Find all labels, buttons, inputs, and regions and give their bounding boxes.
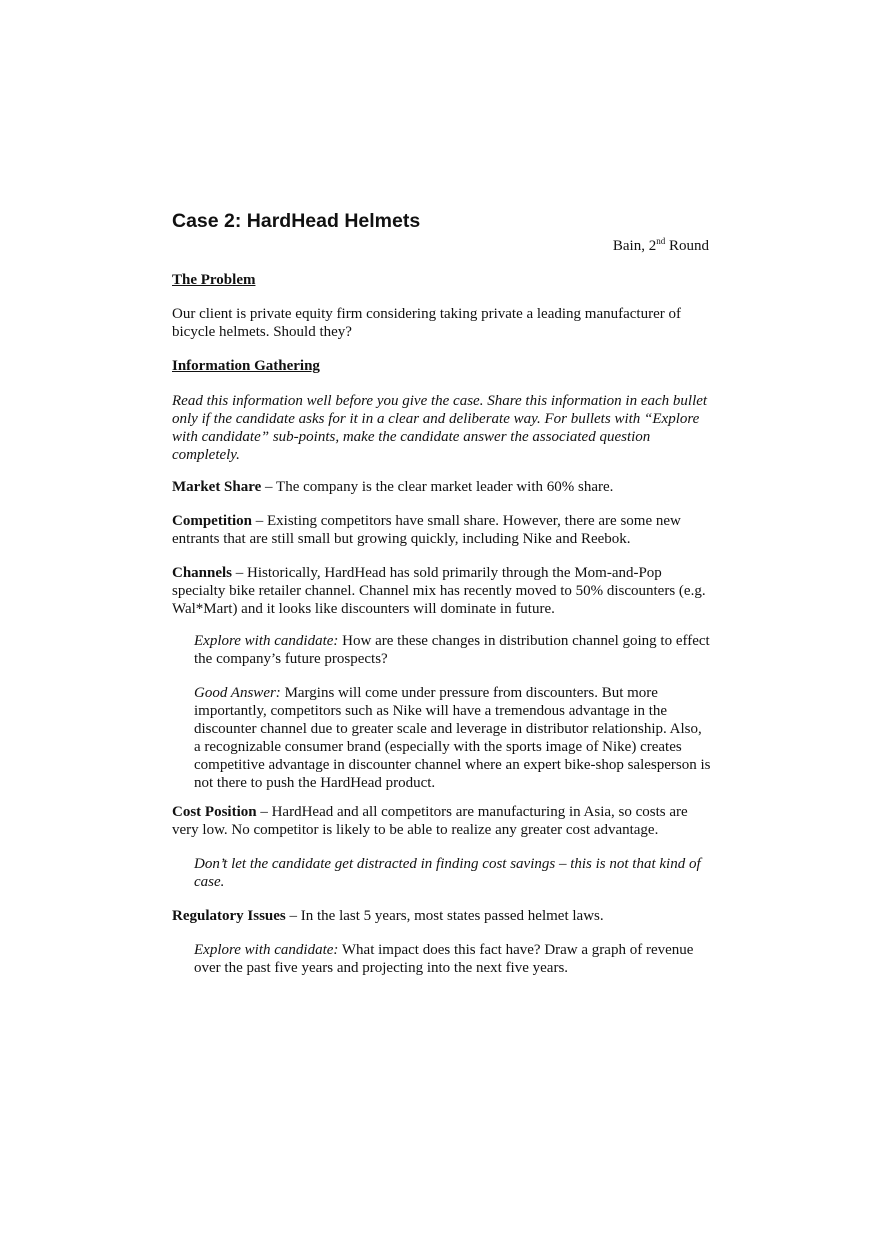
market-share-label: Market Share <box>172 479 262 495</box>
competition-item <box>172 512 712 548</box>
info-gathering-heading: Information Gathering <box>172 358 320 374</box>
market-share-text: – The company is the clear market leader with 60% share. <box>261 479 614 495</box>
channels-label: Channels <box>172 565 233 581</box>
channels-item <box>172 564 712 618</box>
regulatory-explore-label: Explore with candidate: <box>194 942 339 958</box>
interview-round <box>613 237 709 255</box>
good-answer-text: Margins will come under pressure from discounters. But more importantly, competitors such as Nike will have a tremendous advantage in the discounter channel due to greater scale and leverage in distributor relationship. Also, a recognizable consumer brand (especially with the sports image of Nike) creates competitive advantage in discounter channel where an expert bike-shop salesperson is not there to push the HardHead product. <box>194 685 711 791</box>
channels-good-answer <box>194 684 712 792</box>
problem-text: Our client is private equity firm considering taking private a leading manufacturer of bicycle helmets. Should they? <box>172 306 681 340</box>
regulatory-label: Regulatory Issues <box>172 908 286 924</box>
round-suffix: Round <box>665 238 709 254</box>
channels-explore <box>194 632 712 668</box>
round-superscript: nd <box>656 236 666 246</box>
market-share-item <box>172 478 712 496</box>
channels-explore-label: Explore with candidate: <box>194 633 339 649</box>
problem-heading: The Problem <box>172 272 256 288</box>
round-prefix: Bain, 2 <box>612 238 657 254</box>
regulatory-item <box>172 907 712 925</box>
regulatory-text: – In the last 5 years, most states passed helmet laws. <box>285 908 604 924</box>
cost-position-text: – HardHead and all competitors are manufacturing in Asia, so costs are very low. No competitor is likely to be able to realize any greater cost advantage. <box>172 804 688 838</box>
competition-label: Competition <box>172 513 252 529</box>
channels-text: – Historically, HardHead has sold primarily through the Mom-and-Pop specialty bike retailer channel. Channel mix has recently moved to 50% discounters (e.g. Wal*Mart) and it looks like discounters will dominate in future. <box>172 565 706 617</box>
regulatory-explore <box>194 941 712 977</box>
cost-position-label: Cost Position <box>172 804 257 820</box>
cost-note: Don’t let the candidate get distracted in finding cost savings – this is not that kind of case. <box>194 856 701 890</box>
good-answer-label: Good Answer: <box>194 685 281 701</box>
channels-explore-text: How are these changes in distribution channel going to effect the company’s future prospects? <box>194 633 710 667</box>
competition-text: – Existing competitors have small share. However, there are some new entrants that are still small but growing quickly, including Nike and Reebok. <box>172 513 681 547</box>
case-title: Case 2: HardHead Helmets <box>172 210 421 232</box>
regulatory-explore-text: What impact does this fact have? Draw a graph of revenue over the past five years and projecting into the next five years. <box>194 942 694 976</box>
cost-position-item <box>172 803 712 839</box>
info-intro: Read this information well before you give the case. Share this information in each bullet only if the candidate asks for it in a clear and deliberate way. For bullets with “Explore with candidate” sub-points, make the candidate answer the associated question completely. <box>172 393 708 463</box>
